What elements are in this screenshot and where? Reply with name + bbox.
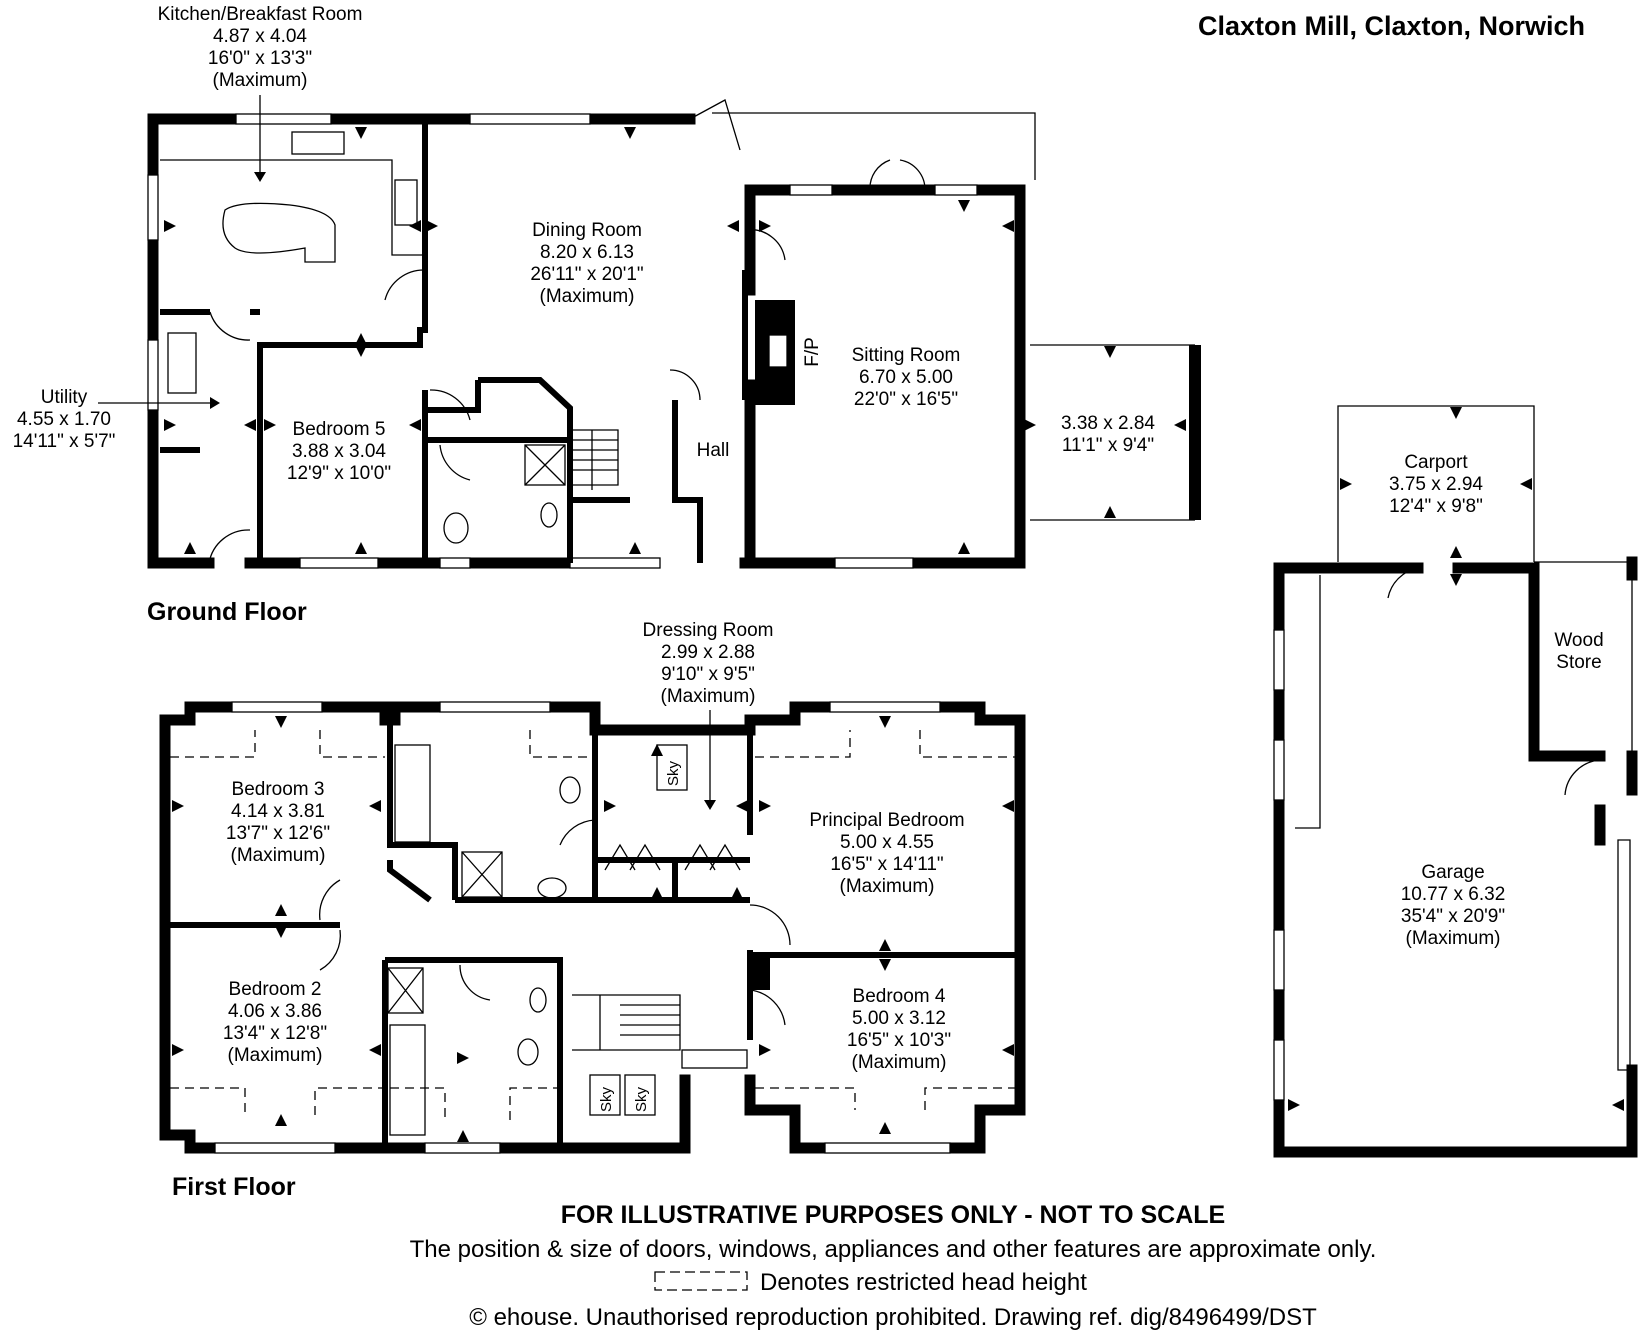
bedroom3-name: Bedroom 3 <box>231 779 325 800</box>
restricted-height-line <box>530 730 595 757</box>
kitchen-metric: 4.87 x 4.04 <box>212 26 308 47</box>
exterior-wall <box>153 119 209 563</box>
bedroom5-metric: 3.88 x 3.04 <box>291 441 387 462</box>
terrace-outline <box>712 113 1035 180</box>
window <box>1274 1040 1284 1100</box>
stair-treads <box>600 995 680 1050</box>
dimension-marker <box>184 542 196 554</box>
copyright-note: © ehouse. Unauthorised reproduction prohibited. Drawing ref. dig/8496499/DST <box>469 1304 1317 1331</box>
interior-wall <box>385 960 560 1148</box>
kitchen-note: (Maximum) <box>212 70 308 91</box>
bedroom5-name: Bedroom 5 <box>292 419 386 440</box>
door-swing <box>670 370 700 400</box>
shower-tray <box>388 968 423 1013</box>
door-swing <box>430 390 470 420</box>
dining-imperial: 26'11" x 20'1" <box>530 264 644 285</box>
dimension-marker <box>1104 506 1116 518</box>
restricted-height-line <box>390 1088 560 1120</box>
dimension-marker <box>355 333 367 345</box>
dressing-imperial: 9'10" x 9'5" <box>661 664 755 685</box>
basin <box>530 988 546 1012</box>
dimension-marker <box>879 959 891 971</box>
dimension-marker <box>164 220 176 232</box>
interior-wall <box>675 400 700 563</box>
dimension-marker <box>958 542 970 554</box>
sink <box>292 132 344 154</box>
dimension-marker <box>355 542 367 554</box>
kitchen-name: Kitchen/Breakfast Room <box>157 4 363 25</box>
dining-metric: 8.20 x 6.13 <box>539 242 635 263</box>
skylight-label: Sky <box>665 760 682 786</box>
outbuilding-plan <box>1274 406 1632 1152</box>
dimension-marker <box>1002 800 1014 812</box>
dimension-marker <box>1024 419 1036 431</box>
dimension-marker <box>457 1130 469 1142</box>
bedroom2-name: Bedroom 2 <box>228 979 322 1000</box>
pointer-arrowhead <box>704 800 716 810</box>
window <box>835 558 913 568</box>
interior-wall <box>478 380 570 440</box>
dressing-name: Dressing Room <box>642 620 774 641</box>
skylight-label: Sky <box>598 1086 615 1112</box>
dimension-marker <box>629 542 641 554</box>
bedroom2-imperial: 13'4" x 12'8" <box>222 1023 328 1044</box>
restricted-height-line <box>170 730 385 757</box>
principal-name: Principal Bedroom <box>809 810 965 831</box>
window <box>1274 740 1284 800</box>
exterior-wall <box>165 720 560 1148</box>
terrace-metric: 3.38 x 2.84 <box>1060 413 1156 434</box>
interior-wall <box>390 707 455 900</box>
disclaimer-note: The position & size of doors, windows, appliances and other features are approximate only. <box>409 1236 1377 1263</box>
dimension-marker <box>1612 1099 1624 1111</box>
dimension-marker <box>879 939 891 951</box>
bedroom2-metric: 4.06 x 3.86 <box>227 1001 323 1022</box>
window <box>440 558 470 568</box>
door-swing <box>750 990 785 1025</box>
fireplace-opening <box>769 335 787 367</box>
dimension-marker <box>736 800 748 812</box>
dressing-note: (Maximum) <box>660 686 756 707</box>
stair-treads <box>570 440 618 470</box>
carport-metric: 3.75 x 2.94 <box>1388 474 1484 495</box>
window <box>425 1143 500 1153</box>
interior-wall <box>390 860 430 900</box>
garage-metric: 10.77 x 6.32 <box>1400 884 1506 905</box>
basin <box>541 503 557 527</box>
dimension-marker <box>409 220 421 232</box>
sitting-metric: 6.70 x 5.00 <box>858 367 954 388</box>
sitting-name: Sitting Room <box>851 345 961 366</box>
window <box>825 1143 950 1153</box>
bedroom5-imperial: 12'9" x 10'0" <box>286 463 392 484</box>
dimension-marker <box>1520 478 1532 490</box>
ground-floor-title: Ground Floor <box>147 598 307 626</box>
garage-note: (Maximum) <box>1405 928 1501 949</box>
door-swing <box>385 270 425 300</box>
window <box>236 114 331 124</box>
bedroom4-name: Bedroom 4 <box>852 986 946 1007</box>
utility-metric: 4.55 x 1.70 <box>16 409 112 430</box>
door-swing <box>1565 760 1600 795</box>
dimension-marker <box>369 800 381 812</box>
window <box>830 702 940 712</box>
dimension-marker <box>731 887 743 899</box>
dimension-marker <box>958 200 970 212</box>
bedroom3-imperial: 13'7" x 12'6" <box>225 823 331 844</box>
dimension-marker <box>457 1052 469 1064</box>
door-swing <box>210 312 250 340</box>
first-floor-title: First Floor <box>172 1173 296 1201</box>
terrace-wall <box>1189 345 1201 520</box>
sitting-imperial: 22'0" x 16'5" <box>853 389 959 410</box>
dimension-marker <box>172 800 184 812</box>
dimension-marker <box>604 800 616 812</box>
dimension-marker <box>164 419 176 431</box>
kitchen-counter <box>160 160 425 255</box>
disclaimer <box>410 1201 1377 1331</box>
dimension-marker <box>275 1114 287 1126</box>
pointer-arrowhead <box>254 172 266 182</box>
door-swing <box>320 880 340 920</box>
dimension-marker <box>624 127 636 139</box>
shower-tray <box>462 852 502 897</box>
dimension-marker <box>1288 1099 1300 1111</box>
dimension-marker <box>651 744 663 756</box>
fireplace-label: F/P <box>802 337 823 367</box>
interior-wall <box>260 119 425 563</box>
front-door-swing <box>209 530 250 563</box>
principal-imperial: 16'5" x 14'11" <box>830 854 944 875</box>
dimension-marker <box>355 127 367 139</box>
garage-wall <box>1279 568 1600 840</box>
dimension-marker <box>409 419 421 431</box>
wall-stub <box>750 955 770 990</box>
window <box>790 185 832 195</box>
staircase <box>572 995 680 1050</box>
staircase <box>570 430 618 485</box>
bedroom4-note: (Maximum) <box>851 1052 947 1073</box>
first-floor-plan <box>165 620 1020 1201</box>
bedroom4-metric: 5.00 x 3.12 <box>851 1008 947 1029</box>
principal-metric: 5.00 x 4.55 <box>839 832 935 853</box>
hob <box>395 180 417 225</box>
dimension-marker <box>1002 1044 1014 1056</box>
dimension-marker <box>651 887 663 899</box>
restricted-height-line <box>755 730 1015 757</box>
door-swing <box>440 445 470 480</box>
window <box>470 114 590 124</box>
toilet <box>444 513 468 543</box>
garage-imperial: 35'4" x 20'9" <box>1400 906 1506 927</box>
window <box>1274 630 1284 690</box>
principal-note: (Maximum) <box>839 876 935 897</box>
dining-name: Dining Room <box>532 220 642 241</box>
door-swing <box>750 905 790 945</box>
dimension-marker <box>759 1044 771 1056</box>
dimension-marker <box>1450 546 1462 558</box>
garage-door <box>1618 840 1630 1070</box>
bath <box>395 745 430 842</box>
dining-note: (Maximum) <box>539 286 635 307</box>
disclaimer-heading: FOR ILLUSTRATIVE PURPOSES ONLY - NOT TO SCALE <box>560 1201 1226 1229</box>
window <box>1274 930 1284 990</box>
dimension-marker <box>879 1122 891 1134</box>
exterior-wall <box>560 1080 685 1148</box>
shower-tray <box>525 445 565 485</box>
utility-name: Utility <box>40 387 88 408</box>
carport-name: Carport <box>1404 452 1468 473</box>
kitchen-island <box>223 203 335 262</box>
garage-bench <box>1295 575 1320 828</box>
dimension-marker <box>275 904 287 916</box>
bedroom4-imperial: 16'5" x 10'3" <box>846 1030 952 1051</box>
bedroom2-note: (Maximum) <box>227 1045 323 1066</box>
dimension-marker <box>1450 574 1462 586</box>
kitchen-imperial: 16'0" x 13'3" <box>207 48 313 69</box>
window <box>440 702 550 712</box>
dimension-marker <box>879 716 891 728</box>
window <box>148 175 158 240</box>
door-swing <box>560 820 595 845</box>
basin <box>538 878 566 898</box>
utility-sink <box>168 333 196 393</box>
dimension-marker <box>264 419 276 431</box>
toilet <box>560 777 580 803</box>
bedroom3-note: (Maximum) <box>230 845 326 866</box>
dimension-marker <box>369 1044 381 1056</box>
garage-name: Garage <box>1421 862 1485 883</box>
dimension-marker <box>355 345 367 357</box>
restricted-height-legend-swatch <box>655 1272 747 1290</box>
door-swing <box>460 965 490 1000</box>
window <box>570 558 660 568</box>
dimension-marker <box>275 716 287 728</box>
dimension-marker <box>1450 407 1462 419</box>
landing-shelf <box>682 1050 747 1068</box>
carport-imperial: 12'4" x 9'8" <box>1389 496 1483 517</box>
restricted-height-legend-label: Denotes restricted head height <box>760 1269 1087 1296</box>
woodstore-line2: Store <box>1556 652 1602 673</box>
utility-imperial: 14'11" x 5'7" <box>12 431 116 452</box>
french-door <box>690 100 740 150</box>
dressing-metric: 2.99 x 2.88 <box>660 642 756 663</box>
toilet <box>518 1039 538 1065</box>
dimension-marker <box>759 800 771 812</box>
dimension-marker <box>275 926 287 938</box>
dimension-marker <box>1002 220 1014 232</box>
property-title: Claxton Mill, Claxton, Norwich <box>1197 11 1585 41</box>
interior-wall <box>425 440 570 563</box>
dimension-marker <box>727 220 739 232</box>
dimension-marker <box>1174 419 1186 431</box>
ground-floor-plan <box>13 4 1201 626</box>
dimension-marker <box>244 419 256 431</box>
dimension-marker <box>759 220 771 232</box>
dimension-marker <box>1340 478 1352 490</box>
restricted-height-line <box>170 1088 385 1115</box>
window <box>215 1143 335 1153</box>
bath <box>390 1025 425 1135</box>
window <box>148 340 158 410</box>
skylight-label: Sky <box>633 1086 650 1112</box>
dimension-marker <box>172 1044 184 1056</box>
hall-label: Hall <box>696 440 730 461</box>
dimension-marker <box>1104 346 1116 358</box>
window <box>232 702 322 712</box>
bedroom3-metric: 4.14 x 3.81 <box>230 801 326 822</box>
window <box>300 558 378 568</box>
pointer-arrowhead <box>210 397 220 409</box>
door-swing <box>320 930 340 970</box>
window <box>935 185 977 195</box>
terrace-imperial: 11'1" x 9'4" <box>1061 435 1155 456</box>
woodstore-line1: Wood <box>1554 630 1604 651</box>
dimension-marker <box>426 220 438 232</box>
